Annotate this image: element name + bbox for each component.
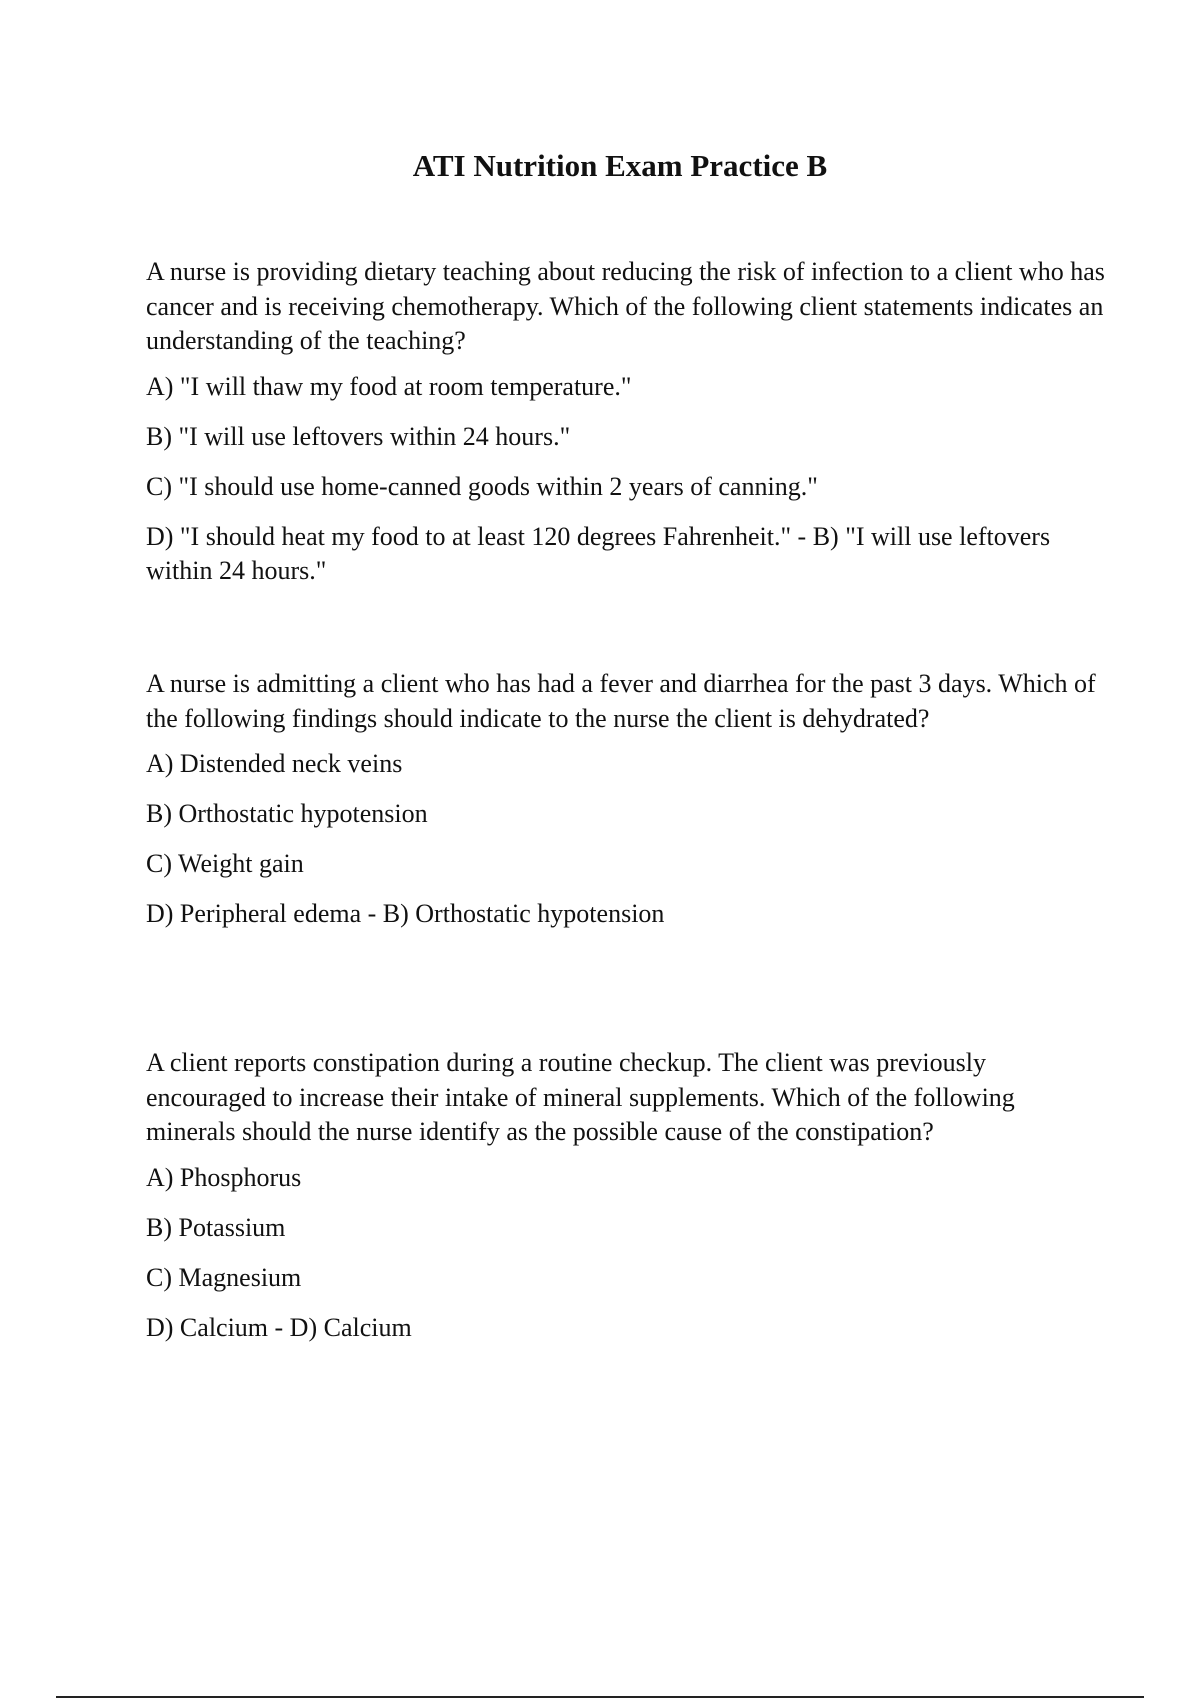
answer-option: A) Distended neck veins [146,749,403,778]
answer-option-with-key: D) Calcium - D) Calcium [146,1312,412,1342]
question-stem: A client reports constipation during a routine checkup. The client was previously encouraged to increase their intake of mineral supplements. Which of the following minerals should the nurse identify as the possible cause of the constipation? [146,1048,1015,1146]
page-title: ATI Nutrition Exam Practice B [412,148,828,183]
footer-divider [56,1696,1144,1698]
answer-option: C) "I should use home-canned goods within 2 years of canning." [146,471,818,501]
question-stem: A nurse is admitting a client who has had a fever and diarrhea for the past 3 days. Which of the following findings should indicate to the nurse the client is dehydrated? [146,669,1096,733]
question-stem: A nurse is providing dietary teaching about reducing the risk of infection to a client who has cancer and is receiving chemotherapy. Which of the following client statements indicates an understanding of the teaching? [146,257,1105,355]
answer-option: C) Weight gain [146,849,304,878]
answer-option-with-key: D) "I should heat my food to at least 120 degrees Fahrenheit." - B) "I will use leftovers within 24 hours." [146,521,1051,585]
question-1 [146,255,1106,604]
answer-option: A) "I will thaw my food at room temperature." [146,371,632,401]
question-3 [146,1046,1106,1361]
answer-option: B) Potassium [146,1212,286,1242]
answer-option: B) "I will use leftovers within 24 hours." [146,421,571,451]
question-2 [146,667,1106,947]
answer-option: B) Orthostatic hypotension [146,799,428,828]
answer-option: A) Phosphorus [146,1162,302,1192]
answer-option: C) Magnesium [146,1262,302,1292]
answer-option-with-key: D) Peripheral edema - B) Orthostatic hypotension [146,899,665,928]
